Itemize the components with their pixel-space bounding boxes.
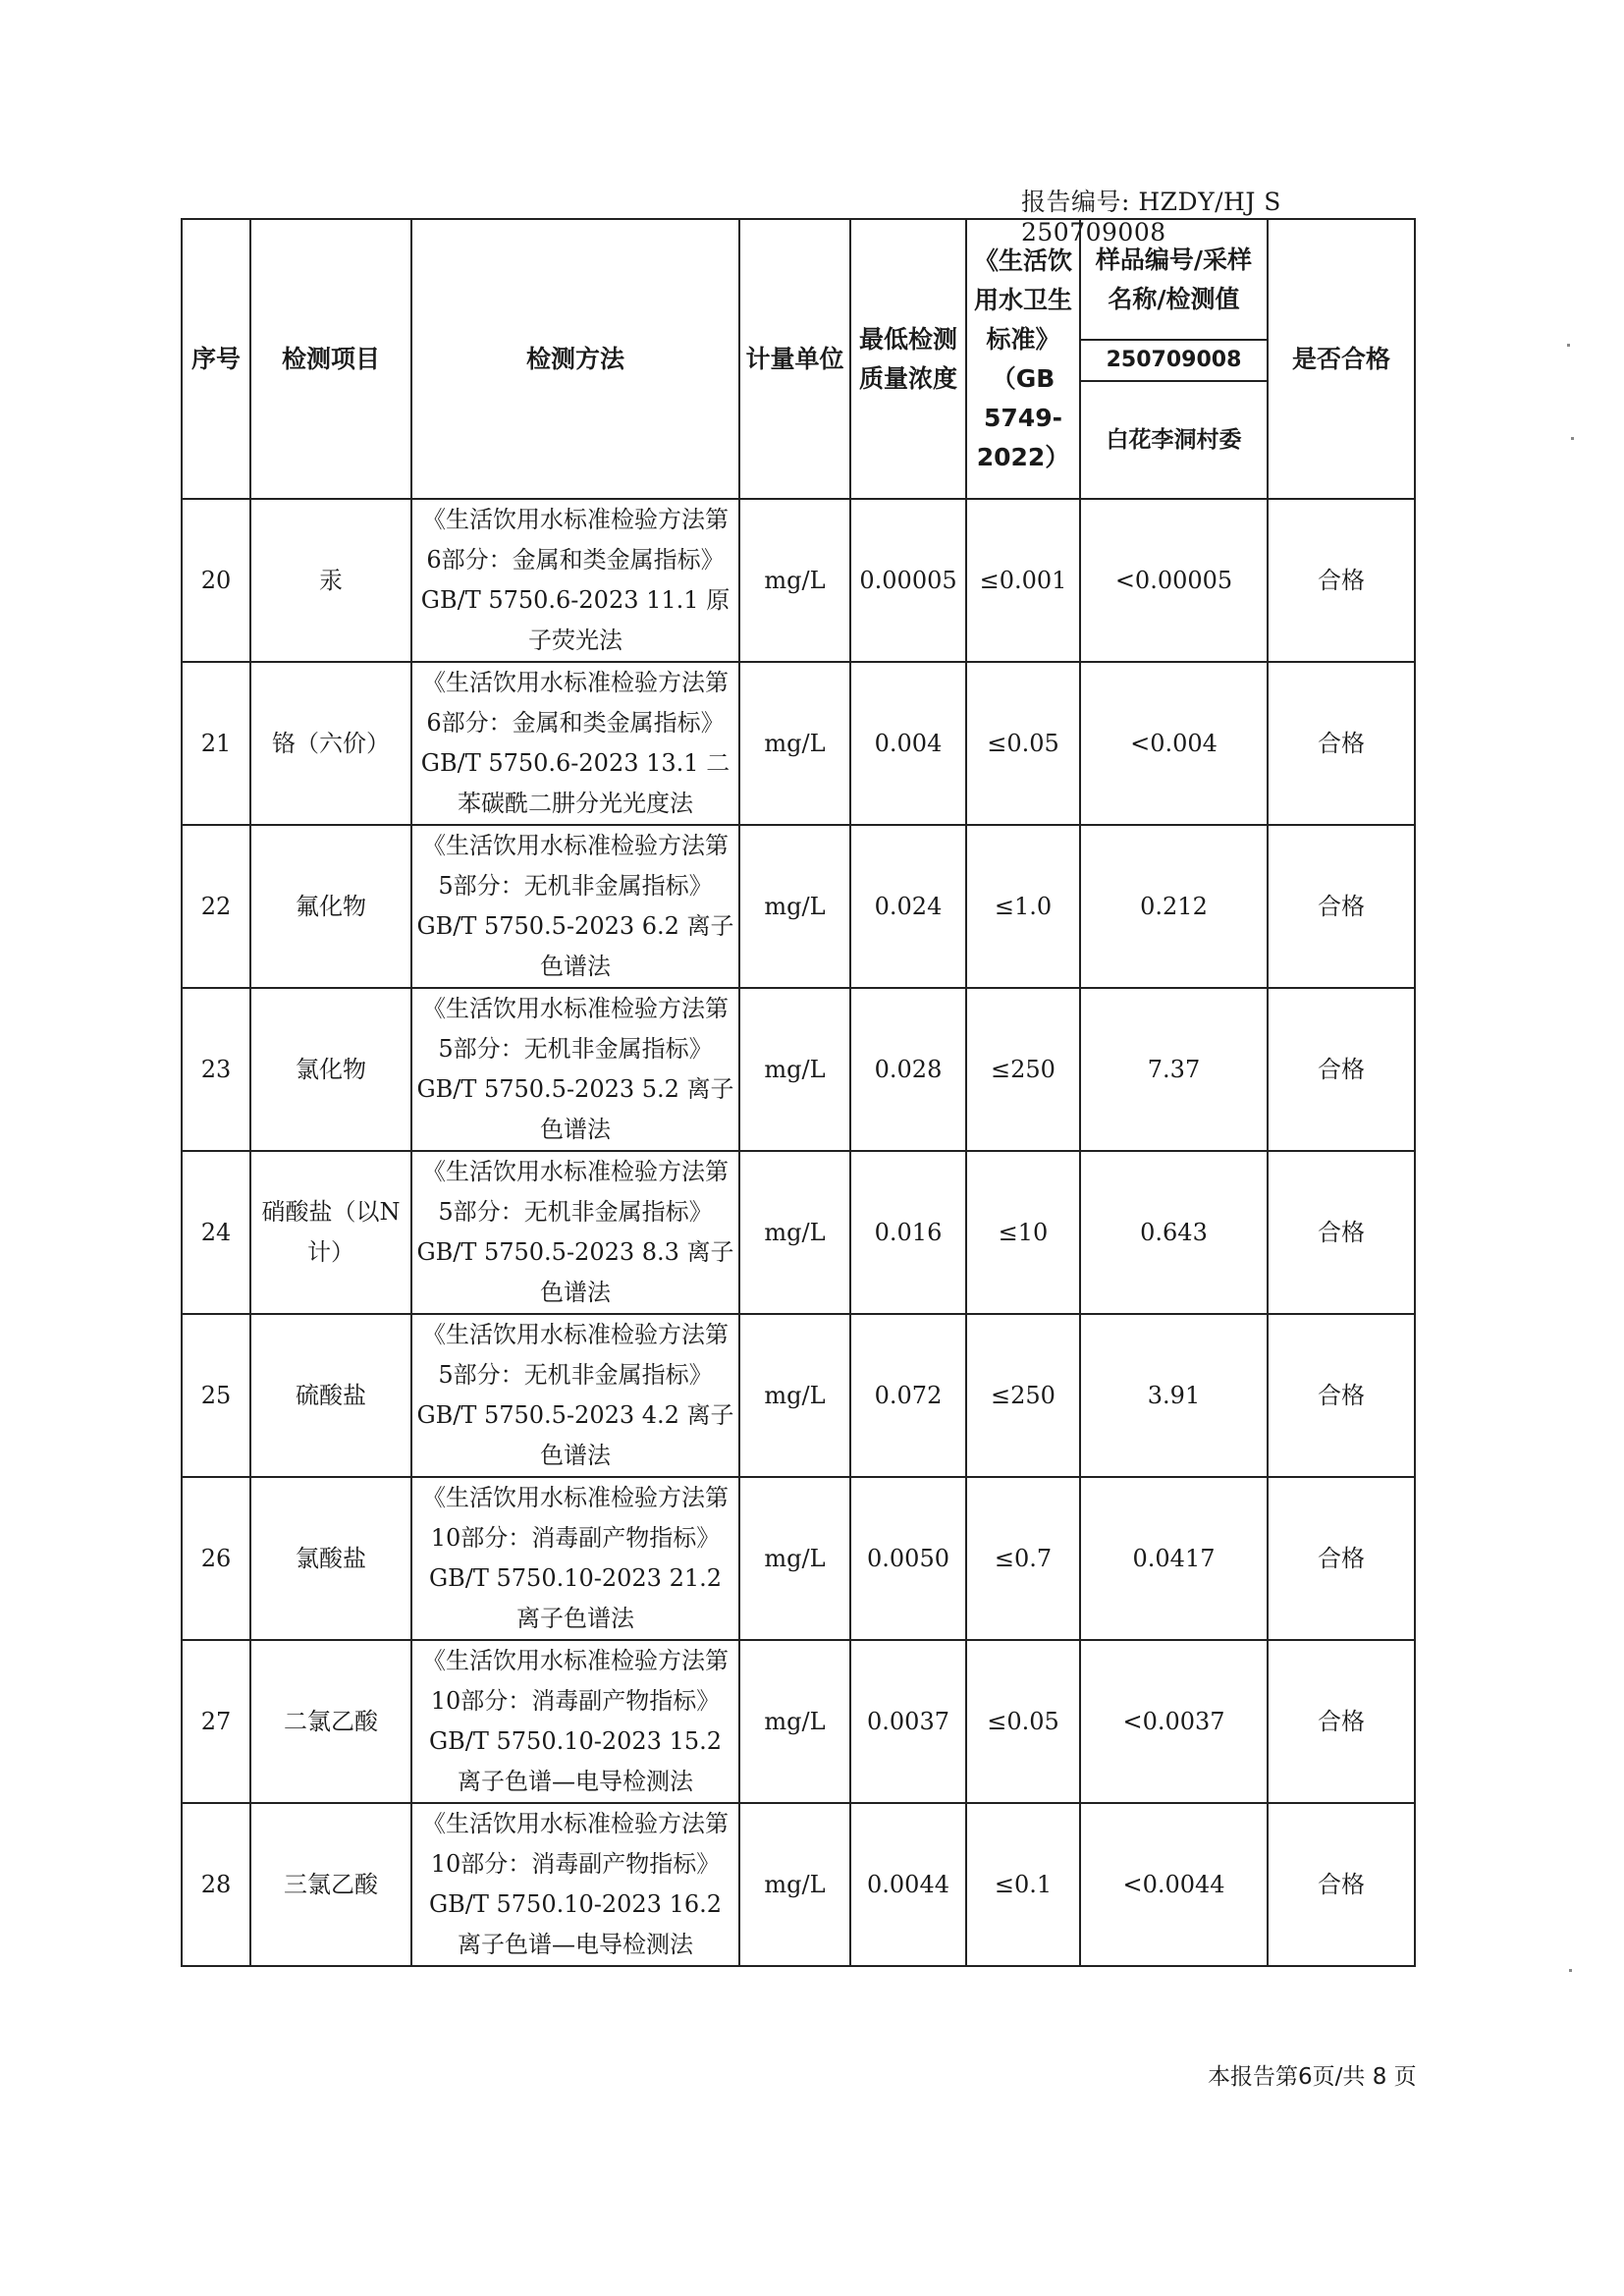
row-limit: ≤0.1 [966, 1803, 1080, 1966]
row-item: 硫酸盐 [250, 1314, 411, 1477]
row-item: 氯酸盐 [250, 1477, 411, 1640]
row-value: <0.00005 [1080, 499, 1268, 662]
row-value: <0.004 [1080, 662, 1268, 825]
row-seq: 27 [182, 1640, 250, 1803]
row-seq: 24 [182, 1151, 250, 1314]
table-row [182, 825, 1415, 988]
row-method: 《生活饮用水标准检验方法第5部分：无机非金属指标》GB/T 5750.5-2023 5.2 离子色谱法 [411, 988, 739, 1151]
scan-dot [1569, 1969, 1572, 1972]
sample-id: 250709008 [1080, 340, 1268, 381]
row-seq: 23 [182, 988, 250, 1151]
row-min-conc: 0.00005 [850, 499, 966, 662]
row-unit: mg/L [739, 1803, 850, 1966]
row-unit: mg/L [739, 825, 850, 988]
row-limit: ≤0.001 [966, 499, 1080, 662]
row-unit: mg/L [739, 499, 850, 662]
row-item: 三氯乙酸 [250, 1803, 411, 1966]
row-value: 0.212 [1080, 825, 1268, 988]
row-limit: ≤10 [966, 1151, 1080, 1314]
row-pass: 合格 [1268, 825, 1415, 988]
row-item: 铬（六价） [250, 662, 411, 825]
table-row [182, 1314, 1415, 1477]
row-method: 《生活饮用水标准检验方法第10部分：消毒副产物指标》GB/T 5750.10-2023 16.2 离子色谱—电导检测法 [411, 1803, 739, 1966]
table-row [182, 662, 1415, 825]
row-seq: 26 [182, 1477, 250, 1640]
report-number: 报告编号: HZDY/HJ S 250709008 [1021, 188, 1281, 246]
col-header-seq: 序号 [182, 219, 250, 499]
row-item: 硝酸盐（以N计） [250, 1151, 411, 1314]
row-min-conc: 0.0037 [850, 1640, 966, 1803]
table-row [182, 499, 1415, 662]
sample-name: 白花李洞村委 [1080, 381, 1268, 499]
scan-dot [1571, 437, 1574, 440]
row-seq: 22 [182, 825, 250, 988]
row-pass: 合格 [1268, 1803, 1415, 1966]
row-seq: 20 [182, 499, 250, 662]
row-limit: ≤0.05 [966, 1640, 1080, 1803]
row-pass: 合格 [1268, 988, 1415, 1151]
page-footer: 本报告第6页/共 8 页 [1208, 2064, 1417, 2090]
row-unit: mg/L [739, 1314, 850, 1477]
row-item: 氯化物 [250, 988, 411, 1151]
row-value: 3.91 [1080, 1314, 1268, 1477]
table-row [182, 1803, 1415, 1966]
row-pass: 合格 [1268, 499, 1415, 662]
row-min-conc: 0.016 [850, 1151, 966, 1314]
row-method: 《生活饮用水标准检验方法第6部分：金属和类金属指标》GB/T 5750.6-2023 13.1 二苯碳酰二肼分光光度法 [411, 662, 739, 825]
row-limit: ≤1.0 [966, 825, 1080, 988]
row-limit: ≤250 [966, 1314, 1080, 1477]
row-value: <0.0044 [1080, 1803, 1268, 1966]
row-pass: 合格 [1268, 1314, 1415, 1477]
row-min-conc: 0.028 [850, 988, 966, 1151]
row-value: 0.643 [1080, 1151, 1268, 1314]
row-value: 0.0417 [1080, 1477, 1268, 1640]
table-row [182, 1640, 1415, 1803]
col-header-sample-group: 样品编号/采样名称/检测值 [1080, 219, 1268, 340]
col-header-pass: 是否合格 [1268, 219, 1415, 499]
row-pass: 合格 [1268, 1477, 1415, 1640]
row-unit: mg/L [739, 662, 850, 825]
row-unit: mg/L [739, 1640, 850, 1803]
row-item: 二氯乙酸 [250, 1640, 411, 1803]
col-header-method: 检测方法 [411, 219, 739, 499]
row-method: 《生活饮用水标准检验方法第5部分：无机非金属指标》GB/T 5750.5-2023 6.2 离子色谱法 [411, 825, 739, 988]
row-limit: ≤250 [966, 988, 1080, 1151]
row-seq: 21 [182, 662, 250, 825]
row-item: 汞 [250, 499, 411, 662]
row-unit: mg/L [739, 1151, 850, 1314]
row-seq: 28 [182, 1803, 250, 1966]
scan-dot [1567, 344, 1570, 347]
row-value: <0.0037 [1080, 1640, 1268, 1803]
col-header-item: 检测项目 [250, 219, 411, 499]
row-pass: 合格 [1268, 1151, 1415, 1314]
row-item: 氟化物 [250, 825, 411, 988]
row-pass: 合格 [1268, 662, 1415, 825]
row-unit: mg/L [739, 1477, 850, 1640]
row-min-conc: 0.024 [850, 825, 966, 988]
test-results-table [181, 218, 1416, 1967]
table-row [182, 988, 1415, 1151]
table-row [182, 1477, 1415, 1640]
row-min-conc: 0.0050 [850, 1477, 966, 1640]
row-limit: ≤0.05 [966, 662, 1080, 825]
row-min-conc: 0.072 [850, 1314, 966, 1477]
row-method: 《生活饮用水标准检验方法第6部分：金属和类金属指标》GB/T 5750.6-2023 11.1 原子荧光法 [411, 499, 739, 662]
row-min-conc: 0.0044 [850, 1803, 966, 1966]
col-header-standard: 《生活饮用水卫生标准》（GB 5749-2022） [966, 219, 1080, 499]
row-pass: 合格 [1268, 1640, 1415, 1803]
row-value: 7.37 [1080, 988, 1268, 1151]
row-limit: ≤0.7 [966, 1477, 1080, 1640]
row-unit: mg/L [739, 988, 850, 1151]
row-method: 《生活饮用水标准检验方法第5部分：无机非金属指标》GB/T 5750.5-2023 4.2 离子色谱法 [411, 1314, 739, 1477]
table-row [182, 1151, 1415, 1314]
row-min-conc: 0.004 [850, 662, 966, 825]
row-method: 《生活饮用水标准检验方法第5部分：无机非金属指标》GB/T 5750.5-2023 8.3 离子色谱法 [411, 1151, 739, 1314]
row-method: 《生活饮用水标准检验方法第10部分：消毒副产物指标》GB/T 5750.10-2023 15.2 离子色谱—电导检测法 [411, 1640, 739, 1803]
col-header-unit: 计量单位 [739, 219, 850, 499]
col-header-min-conc: 最低检测质量浓度 [850, 219, 966, 499]
row-method: 《生活饮用水标准检验方法第10部分：消毒副产物指标》GB/T 5750.10-2023 21.2 离子色谱法 [411, 1477, 739, 1640]
row-seq: 25 [182, 1314, 250, 1477]
